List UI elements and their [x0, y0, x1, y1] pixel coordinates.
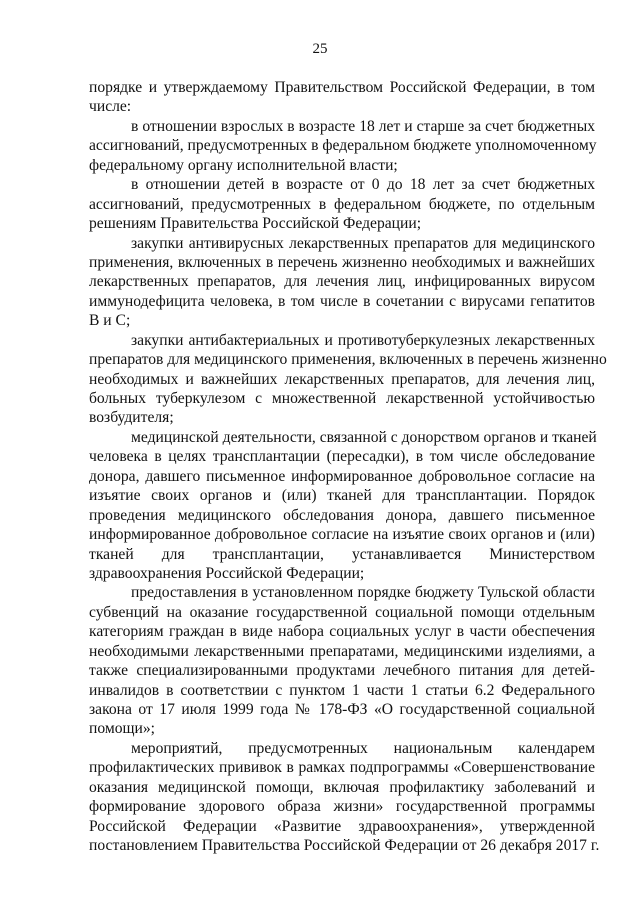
paragraph-p3 [89, 175, 595, 233]
page-number: 25 [312, 41, 328, 57]
text-line: в отношении детей в возрасте от 0 до 18 лет за счет бюджетных [131, 176, 595, 194]
text-line: категориям граждан в виде набора социальных услуг в части обеспечения [89, 623, 595, 641]
text-line: постановлением Правительства Российской Федерации от 26 декабря 2017 г. [89, 837, 600, 855]
text-line: препаратов для медицинского применения, включенных в перечень жизненно [89, 351, 607, 369]
text-line: оказания медицинской помощи, включая профилактику заболеваний и [89, 778, 595, 796]
text-line: здравоохранения Российской Федерации; [89, 564, 365, 582]
text-line: Российской Федерации «Развитие здравоохранения», утвержденной [89, 817, 595, 835]
text-line: инвалидов в соответствии с пунктом 1 части 1 статьи 6.2 Федерального [89, 681, 595, 699]
text-line: проведения медицинского обследования донора, давшего письменное [89, 506, 595, 524]
text-line: ассигнований, предусмотренных в федеральном бюджете, по отдельным [89, 195, 595, 213]
paragraph-p2 [89, 117, 595, 175]
text-line: числе: [89, 98, 132, 116]
text-line: мероприятий, предусмотренных национальным календарем [131, 739, 595, 757]
text-line: применения, включенных в перечень жизненно необходимых и важнейших [89, 253, 595, 271]
text-line: изъятие своих органов и (или) тканей для трансплантации. Порядок [89, 487, 595, 505]
text-line: закона от 17 июля 1999 года № 178-ФЗ «О государственной социальной [89, 701, 595, 718]
text-line: В и С; [89, 312, 131, 330]
text-line: необходимыми лекарственными препаратами, медицинскими изделиями, а [89, 642, 595, 660]
text-line: возбудителя; [89, 409, 174, 427]
text-line: формирование здорового образа жизни» государственной программы [89, 798, 595, 816]
text-line: больных туберкулезом с множественной лекарственной устойчивостью [89, 390, 595, 407]
body-text [89, 78, 607, 856]
text-line: донора, давшего письменное информированное добровольное согласие на [89, 467, 595, 485]
paragraph-p7 [89, 583, 595, 739]
text-line: порядке и утверждаемому Правительством Российской Федерации, в том [89, 79, 595, 96]
paragraph-p6 [89, 428, 595, 584]
paragraph-p5 [89, 331, 607, 428]
text-line: человека в целях трансплантации (пересадки), в том числе обследование [89, 448, 595, 466]
paragraph-p1 [89, 78, 595, 117]
paragraph-p4 [89, 234, 595, 331]
text-line: предоставления в установленном порядке бюджету Тульской области [131, 584, 595, 602]
text-line: тканей для трансплантации, устанавливается Министерством [89, 545, 595, 563]
text-line: необходимых и важнейших лекарственных препаратов, для лечения лиц, [89, 370, 595, 388]
text-line: медицинской деятельности, связанной с донорством органов и тканей [131, 428, 597, 446]
text-line: федеральному органу исполнительной власти; [89, 156, 398, 174]
text-line: иммунодефицита человека, в том числе в сочетании с вирусами гепатитов [89, 292, 595, 310]
text-line: субвенций на оказание государственной социальной помощи отдельным [89, 603, 595, 621]
text-line: решениям Правительства Российской Федерации; [89, 215, 422, 233]
text-line: в отношении взрослых в возрасте 18 лет и старше за счет бюджетных [131, 117, 595, 135]
text-line: помощи»; [89, 720, 155, 738]
text-line: закупки антибактериальных и противотуберкулезных лекарственных [131, 331, 595, 349]
text-line: информированное добровольное согласие на изъятие своих органов и (или) [89, 526, 595, 544]
paragraph-p8 [89, 739, 600, 856]
text-line: лекарственных препаратов, для лечения лиц, инфицированных вирусом [89, 273, 595, 291]
text-line: также специализированными продуктами лечебного питания для детей- [89, 662, 595, 680]
text-line: профилактических прививок в рамках подпрограммы «Совершенствование [89, 759, 595, 777]
text-line: закупки антивирусных лекарственных препаратов для медицинского [131, 234, 595, 252]
text-line: ассигнований, предусмотренных в федеральном бюджете уполномоченному [89, 137, 597, 155]
